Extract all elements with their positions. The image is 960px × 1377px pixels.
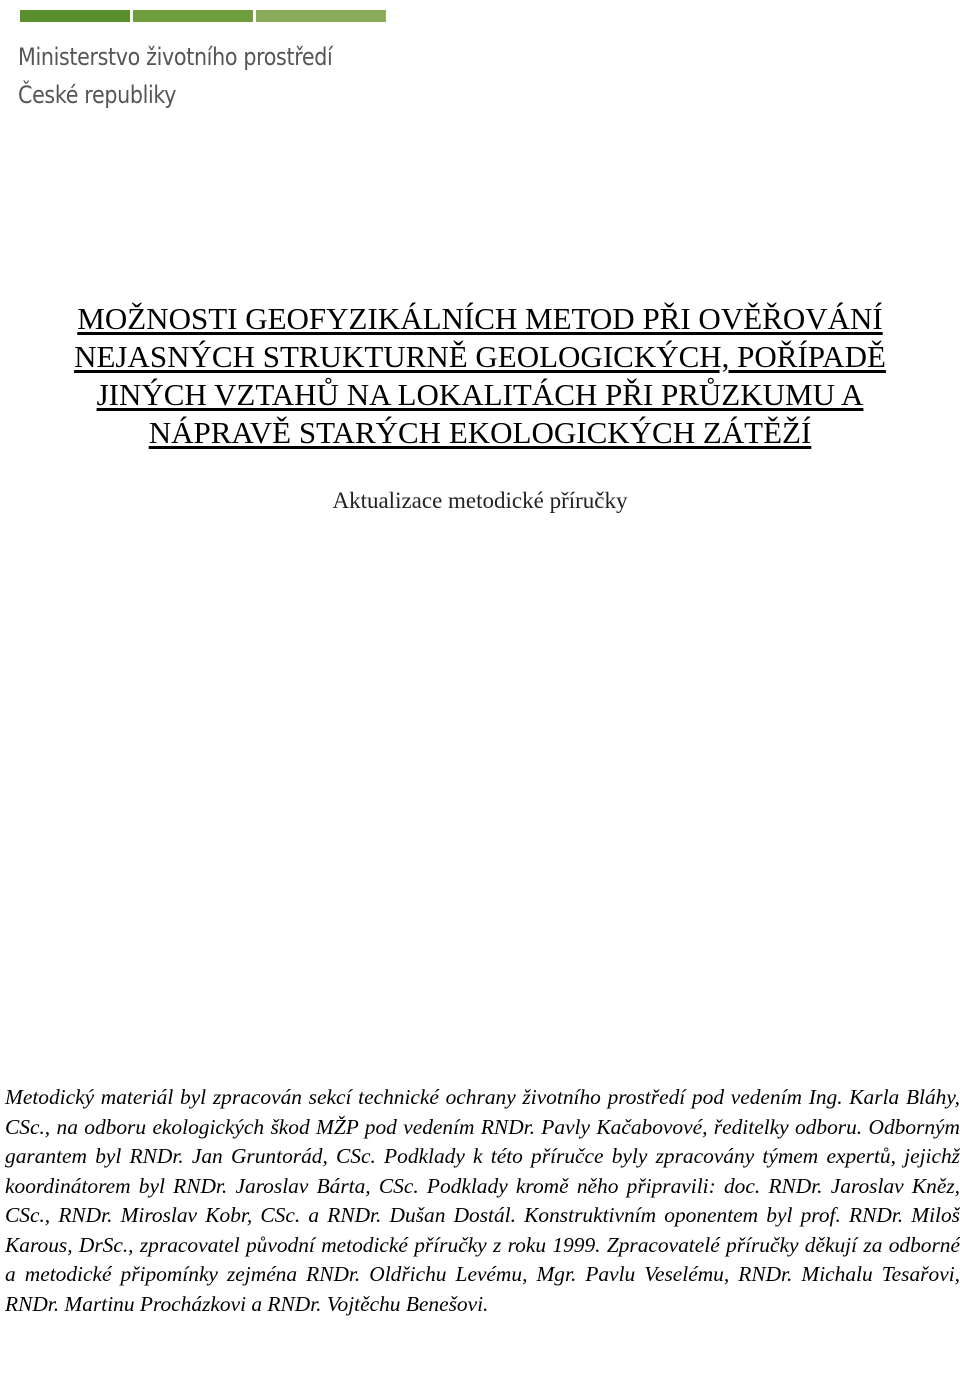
logo-bar-2 [133, 10, 253, 22]
logo-color-bars [20, 10, 398, 22]
logo-line-1: Ministerstvo životního prostředí [18, 43, 333, 71]
credits-paragraph: Metodický materiál byl zpracován sekcí technické ochrany životního prostředí pod vedením Ing. Karla Bláhy, CSc., na odboru ekologických škod MŽP pod vedením RNDr. Pavly Kačabovové, ředitelky odboru. Odborným garantem byl RNDr. Jan Gruntorád, CSc. Podklady k této příručce byly zpracovány týmem expertů, jejichž koordinátorem byl RNDr. Jaroslav Bárta, CSc. Podklady kromě něho připravili: doc. RNDr. Jaroslav Kněz, CSc., RNDr. Miroslav Kobr, CSc. a RNDr. Dušan Dostál. Konstruktivním oponentem byl prof. RNDr. Miloš Karous, DrSc., zpracovatel původní metodické příručky z roku 1999. Zpracovatelé příručky děkují za odborné a metodické připomínky zejména RNDr. Oldřichu Levému, Mgr. Pavlu Veselému, RNDr. Michalu Tesařovi, RNDr. Martinu Procházkovi a RNDr. Vojtěchu Benešovi. [5, 1085, 960, 1316]
document-subtitle: Aktualizace metodické příručky [332, 488, 628, 513]
document-title [0, 300, 960, 452]
logo-bar-3 [256, 10, 386, 22]
title-line-1: MOŽNOSTI GEOFYZIKÁLNÍCH METOD PŘI OVĚŘOVÁNÍ [77, 301, 883, 336]
title-line-4: NÁPRAVĚ STARÝCH EKOLOGICKÝCH ZÁTĚŽÍ [148, 415, 812, 450]
title-line-3: JINÝCH VZTAHŮ NA LOKALITÁCH PŘI PRŮZKUMU A [96, 377, 864, 412]
ministry-logo [18, 10, 398, 120]
logo-text [18, 38, 345, 114]
title-line-2: NEJASNÝCH STRUKTURNĚ GEOLOGICKÝCH, POŘÍPADĚ [74, 339, 886, 374]
logo-line-2: České republiky [18, 81, 177, 109]
logo-bar-1 [20, 10, 130, 22]
